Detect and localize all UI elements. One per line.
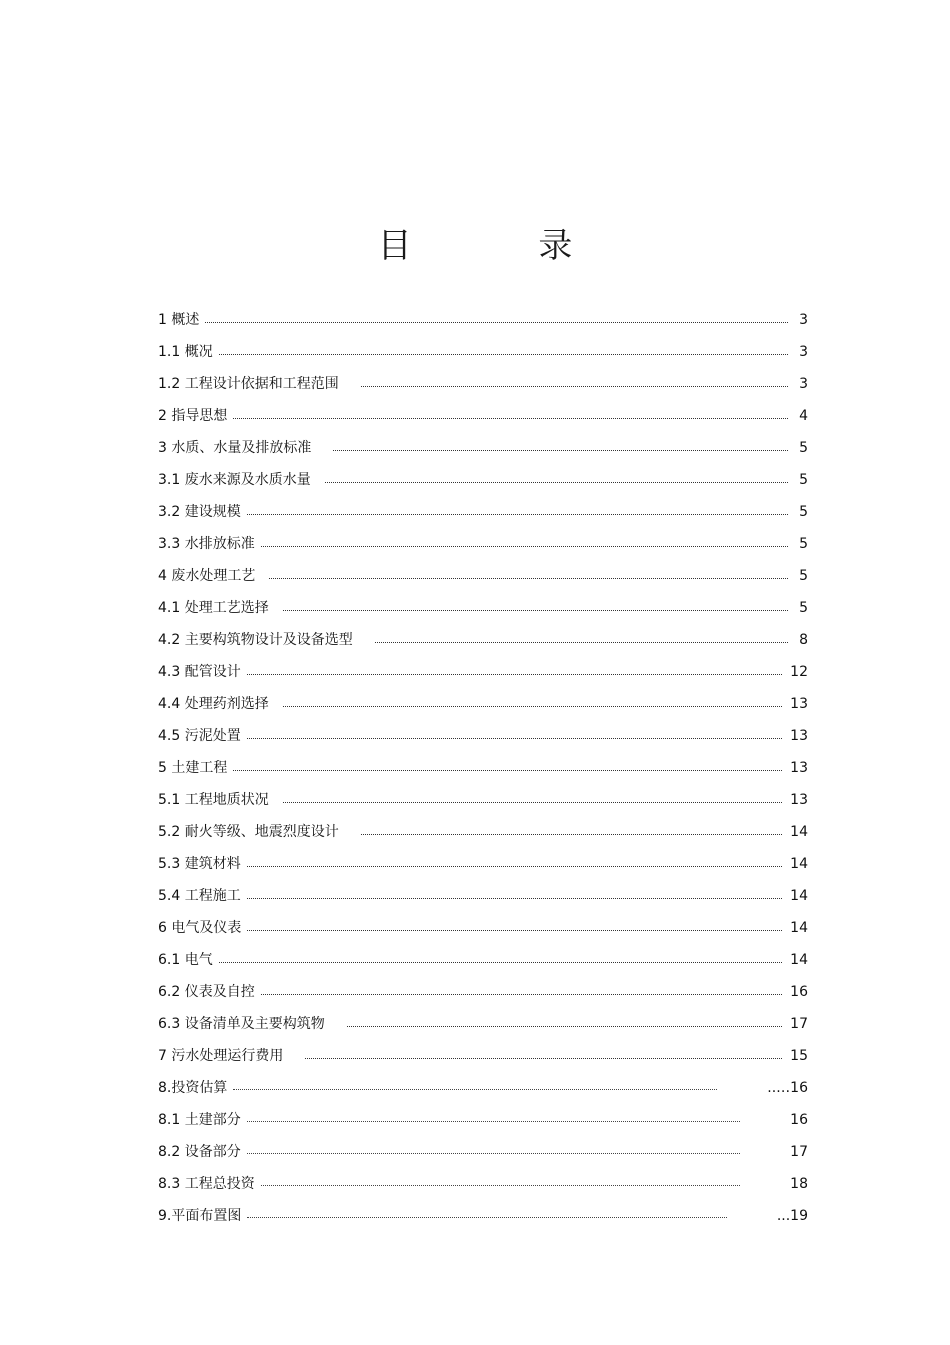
toc-entry-label: 2 指导思想 <box>158 408 228 424</box>
toc-entry-page: 5 <box>799 568 808 584</box>
toc-entry-label: 8.1 土建部分 <box>158 1112 241 1128</box>
toc-entry-page: 5 <box>799 440 808 456</box>
toc-entry-page: 12 <box>790 664 808 680</box>
toc-entry-label: 5.3 建筑材料 <box>158 856 241 872</box>
toc-entry-page: 8 <box>799 632 808 648</box>
toc-entry[interactable] <box>158 304 808 336</box>
toc-leader-dots <box>247 1153 740 1154</box>
toc-entry-page: 5 <box>799 504 808 520</box>
toc-entry-page: 13 <box>790 792 808 808</box>
toc-entry-page: 3 <box>799 312 808 328</box>
toc-entry-label: 8.投资估算 <box>158 1080 228 1096</box>
toc-leader-dots <box>247 1217 726 1218</box>
toc-leader-dots <box>233 770 782 771</box>
toc-entry[interactable] <box>158 912 808 944</box>
toc-entry-label: 4.5 污泥处置 <box>158 728 241 744</box>
toc-leader-dots <box>261 1185 740 1186</box>
toc-entry-page: 5 <box>799 600 808 616</box>
toc-entry-page: 5 <box>799 536 808 552</box>
toc-entry-label: 8.3 工程总投资 <box>158 1176 255 1192</box>
toc-leader-dots <box>333 450 788 451</box>
toc-entry[interactable] <box>158 368 808 400</box>
toc-entry-label: 6 电气及仪表 <box>158 920 242 936</box>
toc-entry-page: 14 <box>790 952 808 968</box>
toc-leader-dots <box>361 834 782 835</box>
toc-entry[interactable] <box>158 1168 808 1200</box>
toc-entry[interactable] <box>158 784 808 816</box>
toc-entry-label: 3.2 建设规模 <box>158 504 241 520</box>
toc-leader-dots <box>247 930 782 931</box>
toc-entry-page: 13 <box>790 728 808 744</box>
toc-entry[interactable] <box>158 816 808 848</box>
toc-entry-page: 14 <box>790 920 808 936</box>
page-title: 目 录 <box>377 226 631 266</box>
toc-entry[interactable] <box>158 1104 808 1136</box>
toc-leader-dots <box>325 482 788 483</box>
toc-leader-dots <box>261 994 782 995</box>
toc-entry-page: 3 <box>799 344 808 360</box>
toc-entry-label: 1 概述 <box>158 312 200 328</box>
toc-leader-dots <box>261 546 788 547</box>
toc-entry[interactable] <box>158 688 808 720</box>
table-of-contents <box>158 304 808 1232</box>
toc-leader-dots <box>283 706 782 707</box>
toc-entry-label: 3 水质、水量及排放标准 <box>158 440 312 456</box>
toc-entry[interactable] <box>158 560 808 592</box>
toc-entry[interactable] <box>158 400 808 432</box>
toc-leader-dots <box>305 1058 782 1059</box>
toc-entry[interactable] <box>158 592 808 624</box>
toc-entry[interactable] <box>158 1072 808 1104</box>
toc-entry-page: 17 <box>790 1016 808 1032</box>
toc-leader-dots <box>375 642 788 643</box>
toc-entry[interactable] <box>158 528 808 560</box>
toc-entry-label: 1.1 概况 <box>158 344 213 360</box>
toc-entry-label: 3.3 水排放标准 <box>158 536 255 552</box>
toc-entry-page: 13 <box>790 696 808 712</box>
toc-entry-page: 17 <box>790 1144 808 1160</box>
toc-entry[interactable] <box>158 624 808 656</box>
toc-leader-dots <box>283 610 788 611</box>
toc-entry[interactable] <box>158 432 808 464</box>
toc-entry-page: 13 <box>790 760 808 776</box>
toc-entry[interactable] <box>158 1040 808 1072</box>
toc-entry-label: 1.2 工程设计依据和工程范围 <box>158 376 339 392</box>
toc-entry-page: ...19 <box>776 1208 808 1224</box>
toc-entry-label: 6.3 设备清单及主要构筑物 <box>158 1016 325 1032</box>
toc-leader-dots <box>283 802 782 803</box>
toc-entry-label: 7 污水处理运行费用 <box>158 1048 284 1064</box>
toc-entry-label: 6.2 仪表及自控 <box>158 984 255 1000</box>
toc-entry-label: 5.2 耐火等级、地震烈度设计 <box>158 824 339 840</box>
toc-entry-page: 16 <box>790 984 808 1000</box>
toc-entry-page: 14 <box>790 856 808 872</box>
toc-leader-dots <box>233 418 788 419</box>
toc-entry-page: 4 <box>799 408 808 424</box>
toc-entry[interactable] <box>158 880 808 912</box>
toc-entry-label: 5.4 工程施工 <box>158 888 241 904</box>
toc-entry[interactable] <box>158 848 808 880</box>
toc-leader-dots <box>219 354 788 355</box>
toc-leader-dots <box>347 1026 782 1027</box>
toc-entry-label: 6.1 电气 <box>158 952 213 968</box>
toc-leader-dots <box>269 578 788 579</box>
toc-leader-dots <box>233 1089 717 1090</box>
toc-leader-dots <box>247 866 782 867</box>
toc-entry-page: 16 <box>790 1112 808 1128</box>
toc-entry[interactable] <box>158 336 808 368</box>
toc-entry-label: 3.1 废水来源及水质水量 <box>158 472 311 488</box>
toc-leader-dots <box>205 322 788 323</box>
toc-entry-label: 4.3 配管设计 <box>158 664 241 680</box>
toc-entry[interactable] <box>158 656 808 688</box>
toc-entry-label: 4.1 处理工艺选择 <box>158 600 269 616</box>
toc-entry[interactable] <box>158 976 808 1008</box>
toc-entry-page: 5 <box>799 472 808 488</box>
toc-entry-page: 18 <box>790 1176 808 1192</box>
toc-leader-dots <box>247 514 788 515</box>
toc-entry[interactable] <box>158 464 808 496</box>
toc-leader-dots <box>361 386 788 387</box>
toc-entry[interactable] <box>158 720 808 752</box>
toc-entry[interactable] <box>158 752 808 784</box>
toc-leader-dots <box>247 674 782 675</box>
toc-leader-dots <box>219 962 782 963</box>
toc-entry-page: 15 <box>790 1048 808 1064</box>
toc-entry-page: 3 <box>799 376 808 392</box>
toc-entry-page: ..…16 <box>767 1080 808 1096</box>
toc-entry-page: 14 <box>790 824 808 840</box>
toc-leader-dots <box>247 738 782 739</box>
toc-entry[interactable] <box>158 1008 808 1040</box>
toc-entry-label: 9.平面布置图 <box>158 1208 242 1224</box>
toc-entry-label: 4.2 主要构筑物设计及设备选型 <box>158 632 353 648</box>
toc-entry[interactable] <box>158 1136 808 1168</box>
toc-entry[interactable] <box>158 1200 808 1232</box>
toc-entry-label: 4 废水处理工艺 <box>158 568 256 584</box>
toc-entry-label: 4.4 处理药剂选择 <box>158 696 269 712</box>
toc-entry[interactable] <box>158 496 808 528</box>
toc-entry[interactable] <box>158 944 808 976</box>
toc-entry-label: 8.2 设备部分 <box>158 1144 241 1160</box>
toc-entry-label: 5.1 工程地质状况 <box>158 792 269 808</box>
toc-leader-dots <box>247 1121 740 1122</box>
toc-entry-label: 5 土建工程 <box>158 760 228 776</box>
toc-leader-dots <box>247 898 782 899</box>
toc-entry-page: 14 <box>790 888 808 904</box>
